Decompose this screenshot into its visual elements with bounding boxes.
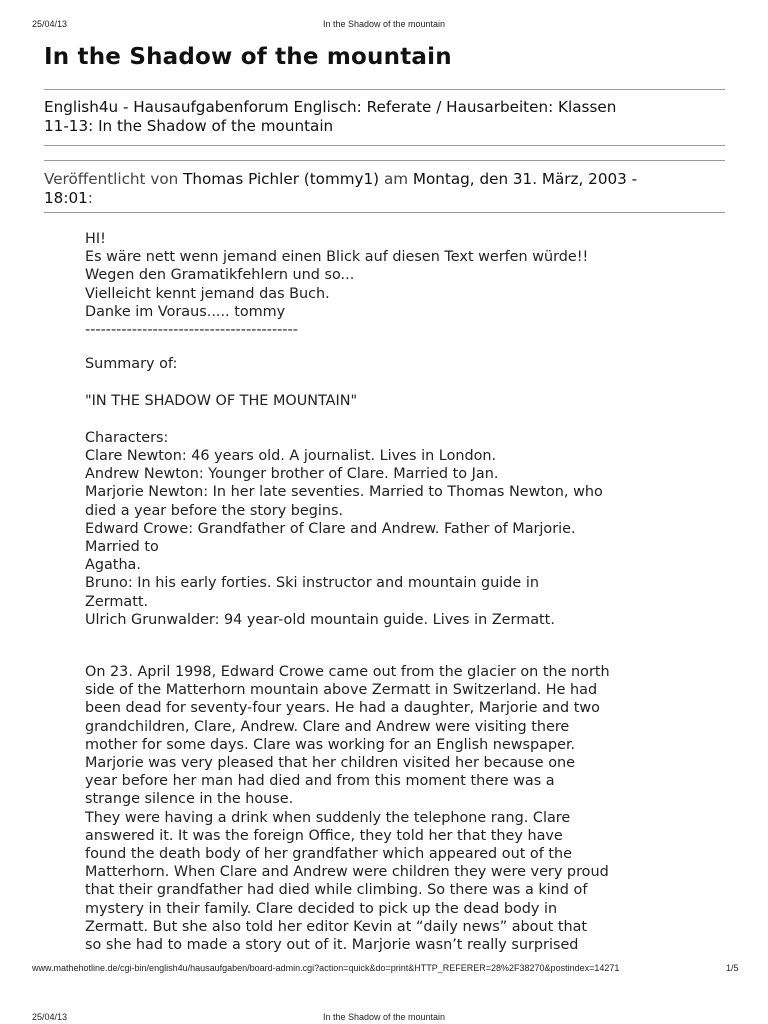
story-line: so she had to made a story out of it. Marjorie wasn’t really surprised bbox=[85, 937, 579, 954]
intro-line: Vielleicht kennt jemand das Buch. bbox=[85, 285, 330, 302]
next-page-title: In the Shadow of the mountain bbox=[322, 1012, 446, 1022]
story-line: They were having a drink when suddenly the telephone rang. Clare bbox=[85, 809, 571, 826]
character-line: Bruno: In his early forties. Ski instructor and mountain guide in bbox=[85, 575, 539, 592]
intro-line: HI! bbox=[85, 231, 106, 247]
summary-label: Summary of: bbox=[85, 356, 178, 372]
story-line: that their grandfather had died while climbing. So there was a kind of bbox=[85, 882, 588, 899]
print-footer-page: 1/5 bbox=[726, 963, 739, 973]
print-header-title: In the Shadow of the mountain bbox=[322, 19, 446, 29]
next-page-date: 25/04/13 bbox=[32, 1012, 68, 1022]
story-line: strange silence in the house. bbox=[85, 791, 294, 808]
breadcrumb-line-2: 11-13: In the Shadow of the mountain bbox=[44, 117, 334, 135]
story-line: mother for some days. Clare was working for an English newspaper. bbox=[85, 736, 576, 753]
story-line: On 23. April 1998, Edward Crowe came out from the glacier on the north bbox=[85, 664, 610, 680]
title-divider bbox=[44, 89, 725, 90]
story-line: been dead for seventy-four years. He had a daughter, Marjorie and two bbox=[85, 700, 600, 717]
story-line: grandchildren, Clare, Andrew. Clare and Andrew were visiting there bbox=[85, 718, 570, 735]
byline-date-line-1: Montag, den 31. März, 2003 - bbox=[412, 170, 638, 188]
character-line: Agatha. bbox=[85, 557, 141, 574]
page-title: In the Shadow of the mountain bbox=[44, 44, 452, 70]
story-line: year before her man had died and from this moment there was a bbox=[85, 773, 555, 790]
character-line: Married to bbox=[85, 539, 159, 556]
character-line: Marjorie Newton: In her late seventies. Married to Thomas Newton, who bbox=[85, 484, 603, 501]
byline bbox=[44, 170, 728, 208]
characters-list bbox=[85, 447, 685, 629]
breadcrumb bbox=[44, 98, 728, 136]
byline-suffix: : bbox=[87, 189, 93, 207]
character-line: Andrew Newton: Younger brother of Clare. Married to Jan. bbox=[85, 466, 499, 483]
intro-line: ----------------------------------------- bbox=[85, 322, 298, 339]
byline-author: Thomas Pichler (tommy1) bbox=[183, 170, 380, 188]
byline-at: am bbox=[383, 170, 409, 188]
print-header-date: 25/04/13 bbox=[32, 19, 68, 29]
intro-line: Wegen den Gramatikfehlern und so... bbox=[85, 267, 355, 284]
characters-label: Characters: bbox=[85, 430, 169, 446]
book-title: "IN THE SHADOW OF THE MOUNTAIN" bbox=[85, 393, 358, 409]
post-intro bbox=[85, 230, 685, 339]
byline-date-line-2: 18:01 bbox=[44, 189, 88, 207]
character-line: Clare Newton: 46 years old. A journalist. Lives in London. bbox=[85, 448, 497, 464]
intro-line: Danke im Voraus..... tommy bbox=[85, 303, 286, 320]
intro-line: Es wäre nett wenn jemand einen Blick auf diesen Text werfen würde!! bbox=[85, 249, 589, 266]
byline-prefix: Veröffentlicht von bbox=[44, 170, 179, 188]
next-page-header bbox=[0, 1008, 768, 1024]
story-line: mystery in their family. Clare decided to pick up the dead body in bbox=[85, 900, 558, 917]
breadcrumb-divider bbox=[44, 145, 725, 146]
story-line: Zermatt. But she also told her editor Kevin at “daily news” about that bbox=[85, 918, 588, 935]
character-line: Ulrich Grunwalder: 94 year-old mountain guide. Lives in Zermatt. bbox=[85, 611, 555, 628]
byline-top-divider bbox=[44, 160, 725, 161]
character-line: died a year before the story begins. bbox=[85, 502, 344, 519]
story-text bbox=[85, 663, 685, 954]
story-line: Marjorie was very pleased that her children visited her because one bbox=[85, 755, 575, 772]
character-line: Edward Crowe: Grandfather of Clare and Andrew. Father of Marjorie. bbox=[85, 520, 576, 537]
story-line: Matterhorn. When Clare and Andrew were children they were very proud bbox=[85, 864, 609, 881]
character-line: Zermatt. bbox=[85, 593, 149, 610]
story-line: found the death body of her grandfather which appeared out of the bbox=[85, 846, 572, 863]
story-line: answered it. It was the foreign Office, they told her that they have bbox=[85, 827, 563, 844]
story-line: side of the Matterhorn mountain above Zermatt in Switzerland. He had bbox=[85, 682, 598, 699]
breadcrumb-line-1: English4u - Hausaufgabenforum Englisch: Referate / Hausarbeiten: Klassen bbox=[44, 98, 617, 116]
byline-bottom-divider bbox=[44, 212, 725, 213]
print-footer-url: www.mathehotline.de/cgi-bin/english4u/hausaufgaben/board-admin.cgi?action=quick&do=print&HTTP_REFERER=28%2F38270&postindex=14271 bbox=[32, 963, 620, 973]
